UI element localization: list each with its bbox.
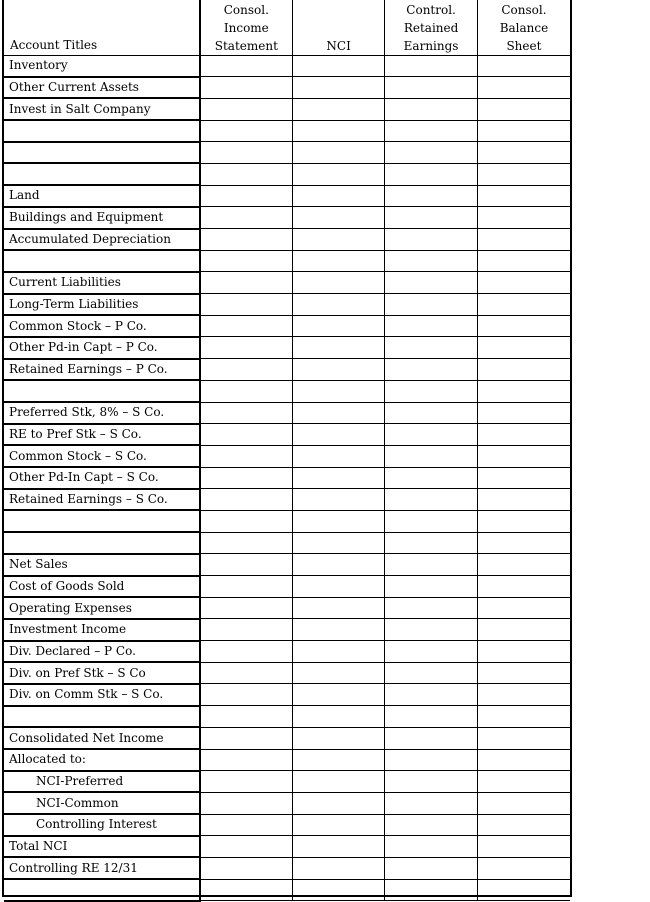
table-row — [4, 337, 570, 359]
header-line: Sheet — [506, 38, 542, 53]
consol-income-cell[interactable] — [200, 424, 293, 446]
control-re-cell[interactable] — [385, 836, 478, 858]
control-re-cell[interactable] — [385, 532, 478, 554]
account-title-cell: Current Liabilities — [4, 272, 200, 294]
consol-bs-cell[interactable] — [477, 510, 570, 532]
table-row — [4, 792, 570, 814]
consol-income-cell[interactable] — [200, 684, 293, 706]
account-title-cell: NCI-Common — [4, 792, 200, 814]
consol-income-cell[interactable] — [200, 857, 293, 879]
consol-income-cell[interactable] — [200, 597, 293, 619]
nci-cell[interactable] — [292, 55, 384, 77]
nci-cell[interactable] — [292, 185, 384, 207]
consol-bs-cell[interactable] — [477, 879, 570, 901]
consol-bs-cell[interactable] — [477, 315, 570, 337]
control-re-cell[interactable] — [385, 163, 478, 185]
consol-income-cell[interactable] — [200, 163, 293, 185]
account-title-cell: Div. on Comm Stk – S Co. — [4, 684, 200, 706]
table-row — [4, 142, 570, 164]
control-re-cell[interactable] — [385, 879, 478, 901]
worksheet — [2, 0, 572, 897]
control-re-cell[interactable] — [385, 229, 478, 251]
control-re-cell[interactable] — [385, 857, 478, 879]
nci-cell[interactable] — [292, 771, 384, 793]
consol-income-cell[interactable] — [200, 706, 293, 728]
consol-bs-cell[interactable] — [477, 185, 570, 207]
table-row — [4, 510, 570, 532]
table-row — [4, 727, 570, 749]
table-row — [4, 532, 570, 554]
consol-bs-cell[interactable] — [477, 749, 570, 771]
consol-bs-cell[interactable] — [477, 532, 570, 554]
table-row — [4, 771, 570, 793]
table-row — [4, 185, 570, 207]
control-re-cell[interactable] — [385, 250, 478, 272]
control-re-cell[interactable] — [385, 662, 478, 684]
account-title-cell: Land — [4, 185, 200, 207]
account-title-cell: Operating Expenses — [4, 597, 200, 619]
consol-bs-cell[interactable] — [477, 337, 570, 359]
nci-cell[interactable] — [292, 207, 384, 229]
control-re-cell[interactable] — [385, 619, 478, 641]
consol-income-cell[interactable] — [200, 359, 293, 381]
control-re-cell[interactable] — [385, 510, 478, 532]
control-re-cell[interactable] — [385, 727, 478, 749]
table-row — [4, 294, 570, 316]
nci-cell[interactable] — [292, 120, 384, 142]
account-title-cell: Controlling RE 12/31 — [4, 857, 200, 879]
nci-cell[interactable] — [292, 641, 384, 663]
table-row — [4, 576, 570, 598]
consol-income-cell[interactable] — [200, 489, 293, 511]
consol-income-cell[interactable] — [200, 294, 293, 316]
consol-bs-cell[interactable] — [477, 641, 570, 663]
consol-income-cell[interactable] — [200, 771, 293, 793]
table-row — [4, 489, 570, 511]
account-title-cell: Common Stock – S Co. — [4, 445, 200, 467]
control-re-cell[interactable] — [385, 272, 478, 294]
nci-cell[interactable] — [292, 380, 384, 402]
consol-income-cell[interactable] — [200, 792, 293, 814]
consol-bs-cell[interactable] — [477, 272, 570, 294]
nci-cell[interactable] — [292, 749, 384, 771]
consol-bs-cell[interactable] — [477, 229, 570, 251]
header-line: Control. — [406, 2, 456, 17]
consol-bs-cell[interactable] — [477, 163, 570, 185]
consol-bs-cell[interactable] — [477, 142, 570, 164]
account-title-cell: Consolidated Net Income — [4, 727, 200, 749]
header-consol-income-statement — [200, 0, 293, 55]
consol-income-cell[interactable] — [200, 619, 293, 641]
consol-income-cell[interactable] — [200, 727, 293, 749]
table-row — [4, 77, 570, 99]
consol-income-cell[interactable] — [200, 380, 293, 402]
nci-cell[interactable] — [292, 619, 384, 641]
table-row — [4, 120, 570, 142]
consol-income-cell[interactable] — [200, 879, 293, 901]
account-title-cell: Total NCI — [4, 836, 200, 858]
consol-income-cell[interactable] — [200, 554, 293, 576]
account-title-cell — [4, 706, 200, 728]
consol-bs-cell[interactable] — [477, 727, 570, 749]
header-line: Consol. — [501, 2, 547, 17]
account-title-cell: Preferred Stk, 8% – S Co. — [4, 402, 200, 424]
table-row — [4, 706, 570, 728]
nci-cell[interactable] — [292, 662, 384, 684]
consol-bs-cell[interactable] — [477, 554, 570, 576]
consol-income-cell[interactable] — [200, 337, 293, 359]
consol-income-cell[interactable] — [200, 185, 293, 207]
header-line: Earnings — [403, 38, 459, 53]
consol-income-cell[interactable] — [200, 77, 293, 99]
consol-income-cell[interactable] — [200, 55, 293, 77]
table-row — [4, 597, 570, 619]
control-re-cell[interactable] — [385, 185, 478, 207]
nci-cell[interactable] — [292, 857, 384, 879]
account-title-cell: Allocated to: — [4, 749, 200, 771]
account-title-cell: Div. Declared – P Co. — [4, 641, 200, 663]
consol-bs-cell[interactable] — [477, 359, 570, 381]
account-title-cell — [4, 120, 200, 142]
nci-cell[interactable] — [292, 467, 384, 489]
table-row — [4, 684, 570, 706]
account-title-cell: Controlling Interest — [4, 814, 200, 836]
consol-bs-cell[interactable] — [477, 467, 570, 489]
control-re-cell[interactable] — [385, 489, 478, 511]
nci-cell[interactable] — [292, 142, 384, 164]
nci-cell[interactable] — [292, 294, 384, 316]
nci-cell[interactable] — [292, 445, 384, 467]
consol-bs-cell[interactable] — [477, 836, 570, 858]
consol-bs-cell[interactable] — [477, 857, 570, 879]
control-re-cell[interactable] — [385, 597, 478, 619]
consol-income-cell[interactable] — [200, 445, 293, 467]
consol-income-cell[interactable] — [200, 315, 293, 337]
account-title-cell — [4, 250, 200, 272]
account-title-cell: Accumulated Depreciation — [4, 229, 200, 251]
table-row — [4, 554, 570, 576]
nci-cell[interactable] — [292, 532, 384, 554]
nci-cell[interactable] — [292, 814, 384, 836]
account-title-cell: Inventory — [4, 55, 200, 77]
control-re-cell[interactable] — [385, 576, 478, 598]
nci-cell[interactable] — [292, 597, 384, 619]
table-row — [4, 98, 570, 120]
control-re-cell[interactable] — [385, 424, 478, 446]
table-row — [4, 55, 570, 77]
table-row — [4, 250, 570, 272]
consol-income-cell[interactable] — [200, 120, 293, 142]
account-title-cell — [4, 532, 200, 554]
table-row — [4, 467, 570, 489]
consol-bs-cell[interactable] — [477, 445, 570, 467]
consol-bs-cell[interactable] — [477, 380, 570, 402]
control-re-cell[interactable] — [385, 120, 478, 142]
account-title-cell: Common Stock – P Co. — [4, 315, 200, 337]
account-title-cell: RE to Pref Stk – S Co. — [4, 424, 200, 446]
header-line: Retained — [403, 20, 459, 35]
table-row — [4, 857, 570, 879]
header-account-titles: Account Titles — [4, 0, 200, 55]
table-row — [4, 836, 570, 858]
consol-income-cell[interactable] — [200, 532, 293, 554]
control-re-cell[interactable] — [385, 55, 478, 77]
nci-cell[interactable] — [292, 836, 384, 858]
account-title-cell: Retained Earnings – P Co. — [4, 359, 200, 381]
account-title-cell: Other Pd-In Capt – S Co. — [4, 467, 200, 489]
account-title-cell: Buildings and Equipment — [4, 207, 200, 229]
control-re-cell[interactable] — [385, 771, 478, 793]
consol-income-cell[interactable] — [200, 576, 293, 598]
header-line: Consol. — [223, 2, 269, 17]
nci-cell[interactable] — [292, 727, 384, 749]
nci-cell[interactable] — [292, 315, 384, 337]
table-row — [4, 359, 570, 381]
consol-bs-cell[interactable] — [477, 576, 570, 598]
nci-cell[interactable] — [292, 163, 384, 185]
consol-bs-cell[interactable] — [477, 814, 570, 836]
nci-cell[interactable] — [292, 98, 384, 120]
nci-cell[interactable] — [292, 402, 384, 424]
control-re-cell[interactable] — [385, 814, 478, 836]
account-title-cell — [4, 142, 200, 164]
table-row — [4, 879, 570, 901]
consol-bs-cell[interactable] — [477, 619, 570, 641]
control-re-cell[interactable] — [385, 294, 478, 316]
nci-cell[interactable] — [292, 77, 384, 99]
table-row — [4, 619, 570, 641]
table-row — [4, 207, 570, 229]
consol-income-cell[interactable] — [200, 836, 293, 858]
consol-income-cell[interactable] — [200, 98, 293, 120]
control-re-cell[interactable] — [385, 315, 478, 337]
control-re-cell[interactable] — [385, 402, 478, 424]
nci-cell[interactable] — [292, 272, 384, 294]
header-row — [4, 0, 570, 55]
account-title-cell: NCI-Preferred — [4, 771, 200, 793]
account-title-cell: Retained Earnings – S Co. — [4, 489, 200, 511]
control-re-cell[interactable] — [385, 749, 478, 771]
control-re-cell[interactable] — [385, 380, 478, 402]
consol-bs-cell[interactable] — [477, 597, 570, 619]
consol-bs-cell[interactable] — [477, 294, 570, 316]
account-title-cell — [4, 380, 200, 402]
table-row — [4, 445, 570, 467]
consol-income-cell[interactable] — [200, 272, 293, 294]
nci-cell[interactable] — [292, 684, 384, 706]
nci-cell[interactable] — [292, 792, 384, 814]
table-row — [4, 749, 570, 771]
control-re-cell[interactable] — [385, 77, 478, 99]
consol-bs-cell[interactable] — [477, 98, 570, 120]
account-title-cell: Investment Income — [4, 619, 200, 641]
control-re-cell[interactable] — [385, 792, 478, 814]
consol-bs-cell[interactable] — [477, 77, 570, 99]
consol-income-cell[interactable] — [200, 250, 293, 272]
consol-bs-cell[interactable] — [477, 489, 570, 511]
table-row — [4, 424, 570, 446]
control-re-cell[interactable] — [385, 641, 478, 663]
control-re-cell[interactable] — [385, 359, 478, 381]
header-line: Income — [223, 20, 269, 35]
table-row — [4, 229, 570, 251]
header-consol-balance-sheet — [477, 0, 570, 55]
consol-income-cell[interactable] — [200, 402, 293, 424]
header-line: Balance — [499, 20, 549, 35]
consol-income-cell[interactable] — [200, 749, 293, 771]
control-re-cell[interactable] — [385, 142, 478, 164]
header-control-retained-earnings — [385, 0, 478, 55]
account-title-cell — [4, 879, 200, 901]
account-title-cell: Div. on Pref Stk – S Co — [4, 662, 200, 684]
nci-cell[interactable] — [292, 250, 384, 272]
table-row — [4, 814, 570, 836]
account-title-cell: Long-Term Liabilities — [4, 294, 200, 316]
consol-bs-cell[interactable] — [477, 424, 570, 446]
nci-cell[interactable] — [292, 554, 384, 576]
consol-bs-cell[interactable] — [477, 250, 570, 272]
table-row — [4, 163, 570, 185]
consol-income-cell[interactable] — [200, 510, 293, 532]
nci-cell[interactable] — [292, 424, 384, 446]
nci-cell[interactable] — [292, 576, 384, 598]
control-re-cell[interactable] — [385, 706, 478, 728]
nci-cell[interactable] — [292, 706, 384, 728]
header-line: Statement — [214, 38, 278, 53]
nci-cell[interactable] — [292, 229, 384, 251]
consol-bs-cell[interactable] — [477, 684, 570, 706]
nci-cell[interactable] — [292, 510, 384, 532]
control-re-cell[interactable] — [385, 467, 478, 489]
table-row — [4, 380, 570, 402]
control-re-cell[interactable] — [385, 554, 478, 576]
account-title-cell — [4, 510, 200, 532]
account-title-cell: Net Sales — [4, 554, 200, 576]
consol-bs-cell[interactable] — [477, 55, 570, 77]
consol-bs-cell[interactable] — [477, 662, 570, 684]
control-re-cell[interactable] — [385, 684, 478, 706]
consol-bs-cell[interactable] — [477, 792, 570, 814]
table-row — [4, 315, 570, 337]
consol-bs-cell[interactable] — [477, 207, 570, 229]
consol-income-cell[interactable] — [200, 662, 293, 684]
table-row — [4, 402, 570, 424]
nci-cell[interactable] — [292, 359, 384, 381]
consol-income-cell[interactable] — [200, 207, 293, 229]
consol-income-cell[interactable] — [200, 142, 293, 164]
control-re-cell[interactable] — [385, 98, 478, 120]
table-row — [4, 641, 570, 663]
consol-income-cell[interactable] — [200, 467, 293, 489]
consol-bs-cell[interactable] — [477, 120, 570, 142]
consol-income-cell[interactable] — [200, 814, 293, 836]
nci-cell[interactable] — [292, 879, 384, 901]
account-title-cell: Other Current Assets — [4, 77, 200, 99]
consol-income-cell[interactable] — [200, 229, 293, 251]
table-row — [4, 272, 570, 294]
consol-bs-cell[interactable] — [477, 771, 570, 793]
consolidation-worksheet-table — [4, 0, 570, 902]
account-title-cell — [4, 163, 200, 185]
control-re-cell[interactable] — [385, 207, 478, 229]
nci-cell[interactable] — [292, 489, 384, 511]
consol-bs-cell[interactable] — [477, 706, 570, 728]
control-re-cell[interactable] — [385, 337, 478, 359]
nci-cell[interactable] — [292, 337, 384, 359]
account-title-cell: Cost of Goods Sold — [4, 576, 200, 598]
account-title-cell: Invest in Salt Company — [4, 98, 200, 120]
consol-bs-cell[interactable] — [477, 402, 570, 424]
consol-income-cell[interactable] — [200, 641, 293, 663]
account-title-cell: Other Pd-in Capt – P Co. — [4, 337, 200, 359]
table-row — [4, 662, 570, 684]
header-nci: NCI — [292, 0, 384, 55]
control-re-cell[interactable] — [385, 445, 478, 467]
